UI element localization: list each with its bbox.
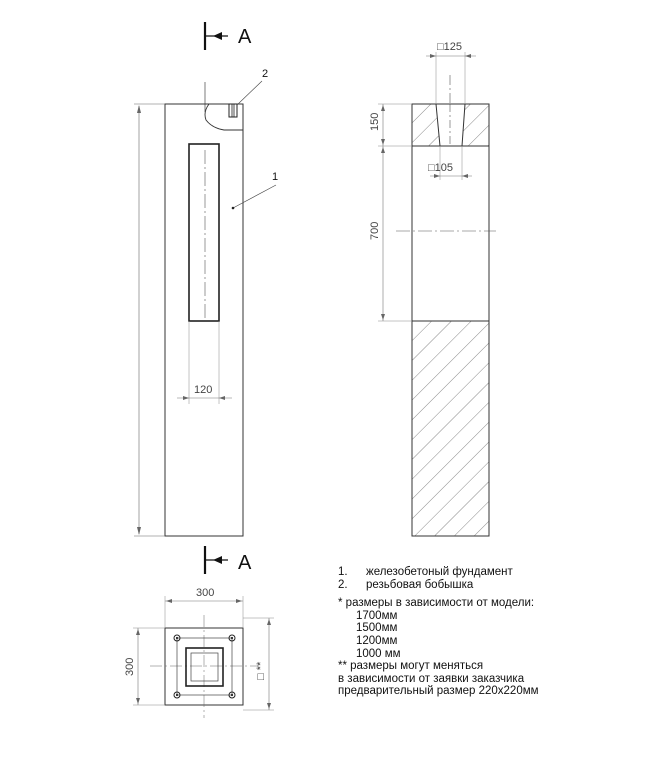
section-mark-top (205, 22, 252, 50)
remark-line: предварительный размер 220х220мм (338, 685, 539, 698)
plan-height-label: 300 (124, 657, 136, 676)
side-section-view (369, 41, 496, 536)
inner-square-label: □105 (428, 162, 453, 174)
plan-view (124, 587, 274, 718)
remark-line: в зависимости от заявки заказчика (338, 672, 525, 685)
section-label-bottom: A (238, 552, 252, 574)
note-item-1: 1. железобетоный фундамент (338, 566, 513, 578)
drawing-notes (338, 566, 638, 698)
remark-line: ** размеры могут меняться (338, 660, 484, 673)
size-option: 1500мм (356, 622, 398, 635)
side-bottom-block (412, 321, 489, 536)
note-item-2: 2. резьбовая бобышка (338, 578, 474, 591)
threaded-boss (229, 104, 237, 117)
top-height-label: 150 (369, 112, 381, 131)
sizes-title: * размеры в зависимости от модели: (338, 597, 535, 610)
callout-1: 1 (272, 171, 279, 183)
front-slot (189, 144, 219, 321)
size-option: 1200мм (356, 634, 398, 647)
slot-height-label: 700 (369, 221, 381, 240)
callout-2: 2 (262, 68, 269, 80)
plan-hole-inner (191, 653, 218, 681)
section-mark-bottom (205, 546, 252, 574)
slot-width-label: 120 (194, 384, 213, 396)
front-body-outline (165, 104, 243, 536)
plan-hole-outer (186, 648, 223, 686)
section-label-top: A (238, 26, 252, 48)
plan-width-label: 300 (196, 587, 215, 599)
top-square-label: □125 (437, 41, 462, 53)
bolt-markers (174, 635, 235, 698)
front-view (134, 22, 278, 574)
size-option: 1000 мм (356, 647, 401, 660)
plan-inner-label: □ ** (255, 661, 267, 680)
size-option: 1700мм (356, 609, 398, 622)
